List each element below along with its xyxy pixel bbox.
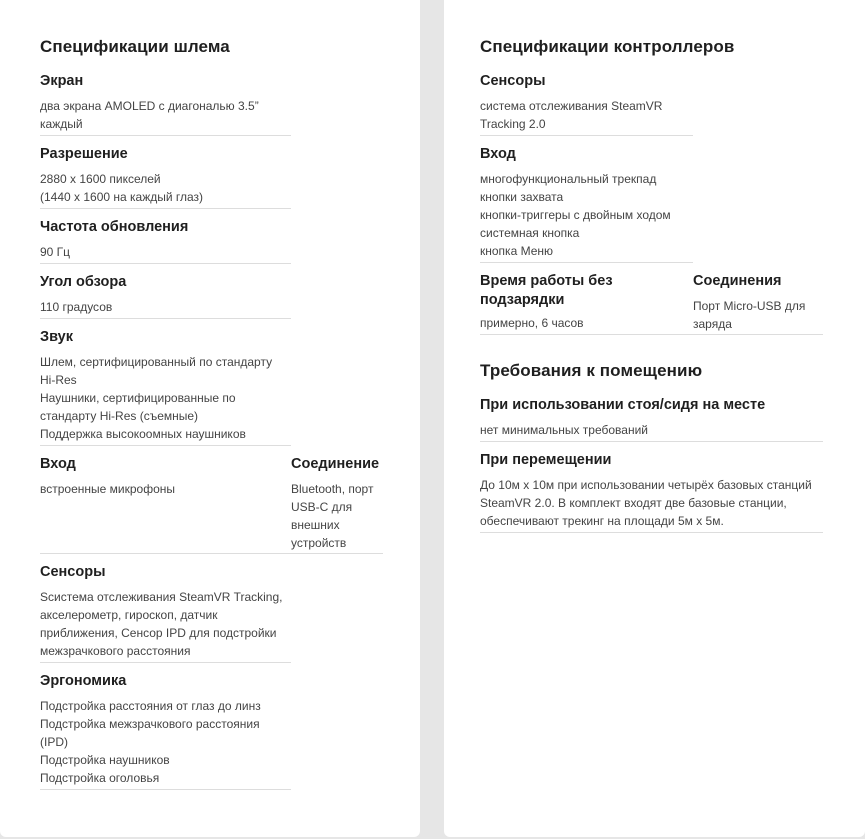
spec-refresh-rate <box>40 218 291 264</box>
spec-resolution <box>40 145 291 209</box>
spec-label: Разрешение <box>40 146 128 162</box>
spec-value: До 10м x 10м при использовании четырёх базовых станций SteamVR 2.0. В комплект входят две базовые станции, обеспечивают трекинг на площади 5м x 5м. <box>480 478 812 528</box>
spec-value: система отслеживания SteamVR Tracking 2.0 <box>480 99 663 131</box>
spec-label: Соединения <box>693 273 782 289</box>
spec-label: Угол обзора <box>40 274 127 290</box>
headset-specs-card <box>0 0 420 837</box>
controller-spec-connections <box>693 272 823 333</box>
controller-spec-sensors <box>480 72 693 136</box>
controller-specs-title: Спецификации контроллеров <box>480 37 735 56</box>
spec-ergonomics <box>40 672 291 790</box>
room-spec-roomscale <box>480 451 823 533</box>
room-requirements-title: Требования к помещению <box>480 361 703 380</box>
spec-value: Порт Micro-USB для заряда <box>693 299 806 331</box>
spec-row-input-connection <box>40 455 383 554</box>
spec-value: примерно, 6 часов <box>480 316 584 330</box>
spec-value: Подстройка расстояния от глаз до линз Подстройка межзрачкового расстояния (IPD) Подстройка наушников Подстройка оголовья <box>40 699 261 785</box>
controller-spec-row-battery-connections <box>480 272 823 335</box>
controller-spec-battery <box>480 272 680 332</box>
room-spec-standing <box>480 396 823 442</box>
spec-label: Соединение <box>291 456 380 472</box>
spec-value: нет минимальных требований <box>480 423 648 437</box>
spec-label: Экран <box>40 73 84 89</box>
controller-specs-card <box>444 0 865 837</box>
spec-label: Вход <box>480 146 516 162</box>
spec-audio <box>40 328 291 446</box>
spec-screen <box>40 72 291 136</box>
spec-value: Шлем, сертифицированный по стандарту Hi-Res Наушники, сертифицированные по стандарту Hi-Res (съемные) Поддержка высокоомных наушников <box>40 355 273 441</box>
spec-value: Bluetooth, порт USB-C для внешних устройств <box>291 482 374 550</box>
spec-label: При использовании стоя/сидя на месте <box>480 397 766 413</box>
spec-label: Сенсоры <box>40 564 106 580</box>
spec-label: Время работы без подзарядки <box>480 273 613 308</box>
spec-value: 90 Гц <box>40 245 71 259</box>
spec-label: Вход <box>40 456 76 472</box>
spec-value: 2880 x 1600 пикселей (1440 x 1600 на каждый глаз) <box>40 172 204 204</box>
spec-value: Sсистема отслеживания SteamVR Tracking, акселерометр, гироскоп, датчик приближения, Сенсор IPD для подстройки межзрачкового расстояния <box>40 590 283 658</box>
spec-label: Частота обновления <box>40 219 189 235</box>
spec-input <box>40 455 280 498</box>
spec-label: Сенсоры <box>480 73 546 89</box>
spec-value: встроенные микрофоны <box>40 482 175 496</box>
spec-label: При перемещении <box>480 452 612 468</box>
spec-label: Звук <box>40 329 73 345</box>
spec-value: многофункциональный трекпад кнопки захвата кнопки-триггеры с двойным ходом системная кнопка кнопка Меню <box>480 172 671 258</box>
headset-specs-title: Спецификации шлема <box>40 37 230 56</box>
spec-connection <box>291 455 383 552</box>
spec-value: 110 градусов <box>40 300 113 314</box>
spec-sensors <box>40 563 291 663</box>
controller-spec-input <box>480 145 693 263</box>
spec-value: два экрана AMOLED с диагональю 3.5” каждый <box>40 99 259 131</box>
spec-label: Эргономика <box>40 673 127 689</box>
spec-field-of-view <box>40 273 291 319</box>
